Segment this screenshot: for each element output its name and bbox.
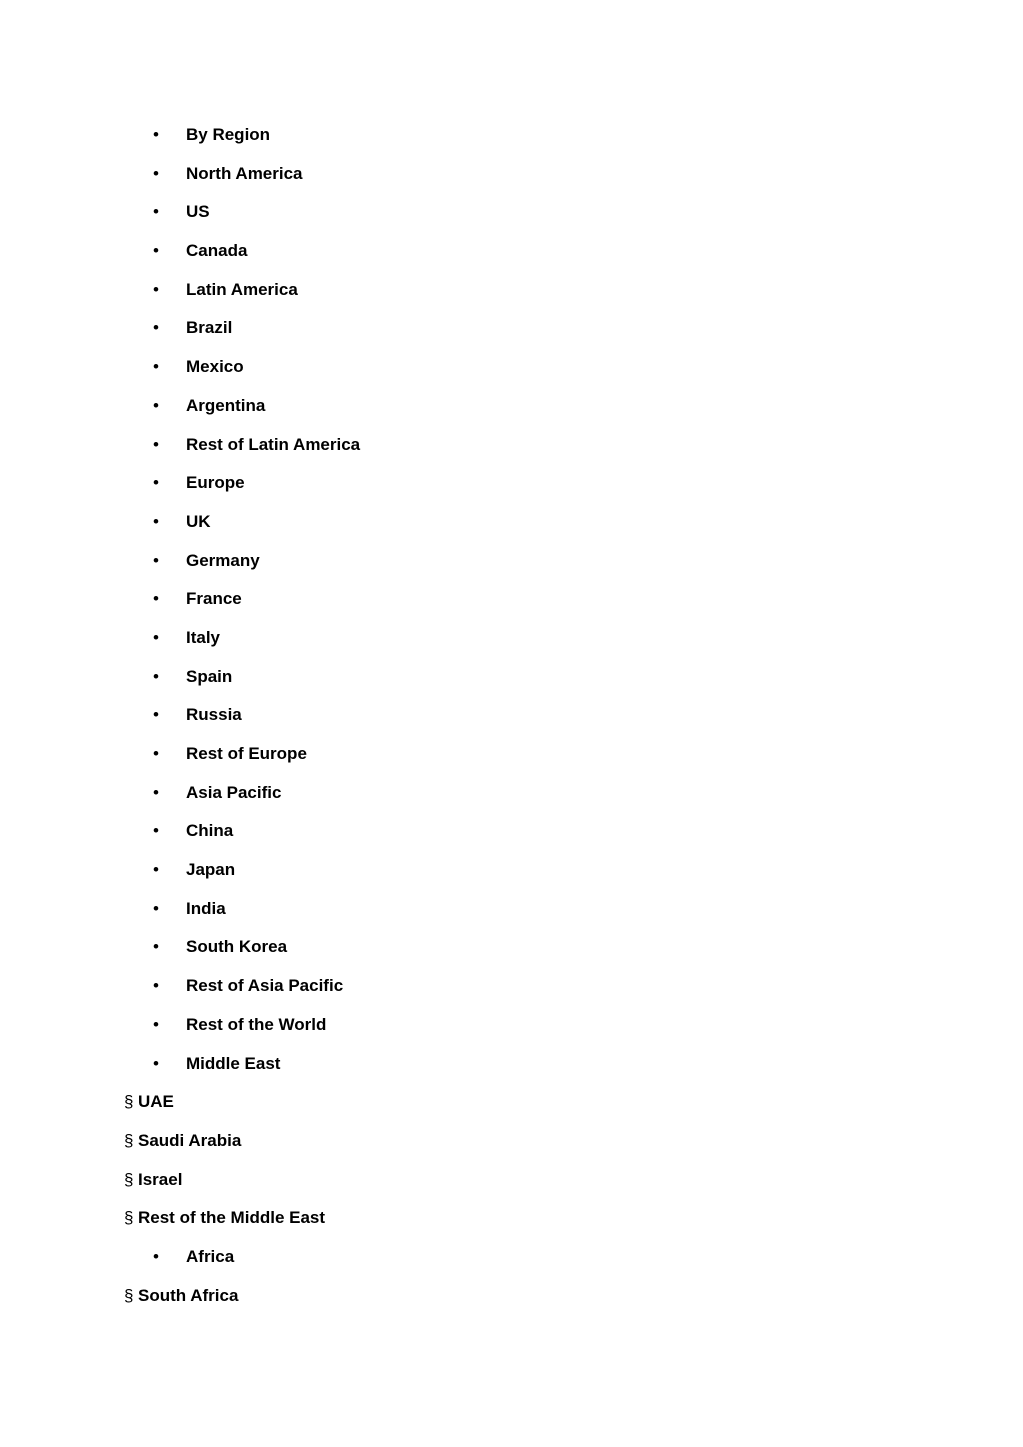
list-item-label: South Africa (138, 1285, 239, 1305)
bullet-list-item (0, 116, 1023, 155)
list-item-label: Rest of Latin America (186, 434, 361, 454)
bullet-marker: • (153, 860, 159, 880)
list-item-label: Rest of Europe (186, 744, 307, 763)
bullet-list-item (0, 464, 1023, 503)
bullet-list-item (0, 1045, 1023, 1084)
bullet-list-item (0, 1238, 1023, 1277)
list-item-label: Africa (186, 1246, 235, 1266)
document-page (0, 116, 1023, 1315)
list-item-label: France (186, 589, 242, 609)
bullet-marker: • (153, 473, 159, 493)
bullet-list-item (0, 967, 1023, 1006)
bullet-marker: • (153, 898, 159, 918)
list-item-label: South Korea (186, 937, 288, 957)
section-marker: § (124, 1285, 134, 1305)
bullet-list-item (0, 928, 1023, 967)
region-list (0, 116, 1023, 1315)
list-item-label: Argentina (186, 395, 266, 415)
bullet-list-item (0, 580, 1023, 619)
bullet-list-item (0, 387, 1023, 426)
list-item-label: Israel (138, 1169, 183, 1189)
bullet-list-item (0, 232, 1023, 271)
bullet-marker: • (153, 937, 159, 957)
section-list-item (0, 1161, 1023, 1200)
bullet-list-item (0, 542, 1023, 581)
list-item-label: Latin America (186, 279, 298, 299)
bullet-marker: • (153, 589, 159, 609)
bullet-marker: • (153, 782, 159, 802)
list-item-label: Mexico (186, 357, 244, 377)
list-item-label: Russia (186, 705, 242, 725)
section-list-item (0, 1199, 1023, 1238)
section-list-item (0, 1277, 1023, 1316)
list-item-label: UAE (138, 1092, 174, 1112)
list-item-label: By Region (186, 125, 271, 144)
bullet-marker: • (153, 627, 159, 647)
list-item-label: North America (186, 163, 303, 183)
bullet-list-item (0, 696, 1023, 735)
section-marker: § (124, 1130, 134, 1150)
bullet-marker: • (153, 163, 159, 183)
list-item-label: UK (186, 511, 211, 531)
bullet-marker: • (153, 279, 159, 299)
bullet-marker: • (153, 434, 159, 454)
bullet-marker: • (153, 821, 159, 841)
list-item-label: Rest of Asia Pacific (186, 976, 344, 996)
list-item-label: Rest of the World (186, 1014, 327, 1034)
bullet-list-item (0, 890, 1023, 929)
bullet-list-item (0, 348, 1023, 387)
list-item-label: Brazil (186, 318, 233, 338)
bullet-list-item (0, 309, 1023, 348)
list-item-label: Saudi Arabia (138, 1130, 242, 1150)
bullet-marker: • (153, 318, 159, 338)
bullet-list-item (0, 193, 1023, 232)
bullet-marker: • (153, 125, 159, 144)
bullet-marker: • (153, 744, 159, 763)
list-item-label: Spain (186, 666, 233, 686)
bullet-list-item (0, 774, 1023, 813)
bullet-list-item (0, 426, 1023, 465)
bullet-marker: • (153, 705, 159, 725)
bullet-list-item (0, 155, 1023, 194)
list-item-label: Italy (186, 627, 221, 647)
bullet-list-item (0, 503, 1023, 542)
list-item-label: India (186, 898, 226, 918)
section-marker: § (124, 1092, 134, 1112)
section-marker: § (124, 1208, 134, 1228)
bullet-list-item (0, 658, 1023, 697)
bullet-list-item (0, 812, 1023, 851)
bullet-marker: • (153, 1053, 159, 1073)
bullet-marker: • (153, 241, 159, 261)
bullet-list-item (0, 271, 1023, 310)
bullet-marker: • (153, 550, 159, 570)
bullet-list-item (0, 1006, 1023, 1045)
bullet-marker: • (153, 357, 159, 377)
bullet-list-item (0, 851, 1023, 890)
section-list-item (0, 1083, 1023, 1122)
list-item-label: Asia Pacific (186, 782, 282, 802)
list-item-label: Germany (186, 550, 260, 570)
bullet-marker: • (153, 511, 159, 531)
bullet-marker: • (153, 202, 159, 222)
list-item-label: China (186, 821, 234, 841)
bullet-marker: • (153, 1246, 159, 1266)
list-item-label: Rest of the Middle East (138, 1208, 326, 1228)
bullet-marker: • (153, 976, 159, 996)
bullet-list-item (0, 735, 1023, 774)
list-item-label: Middle East (186, 1053, 281, 1073)
list-item-label: Europe (186, 473, 245, 493)
list-item-label: Japan (186, 860, 236, 880)
section-marker: § (124, 1169, 134, 1189)
section-list-item (0, 1122, 1023, 1161)
bullet-list-item (0, 619, 1023, 658)
bullet-marker: • (153, 395, 159, 415)
bullet-marker: • (153, 666, 159, 686)
list-item-label: Canada (186, 241, 248, 261)
list-item-label: US (186, 202, 210, 222)
bullet-marker: • (153, 1014, 159, 1034)
